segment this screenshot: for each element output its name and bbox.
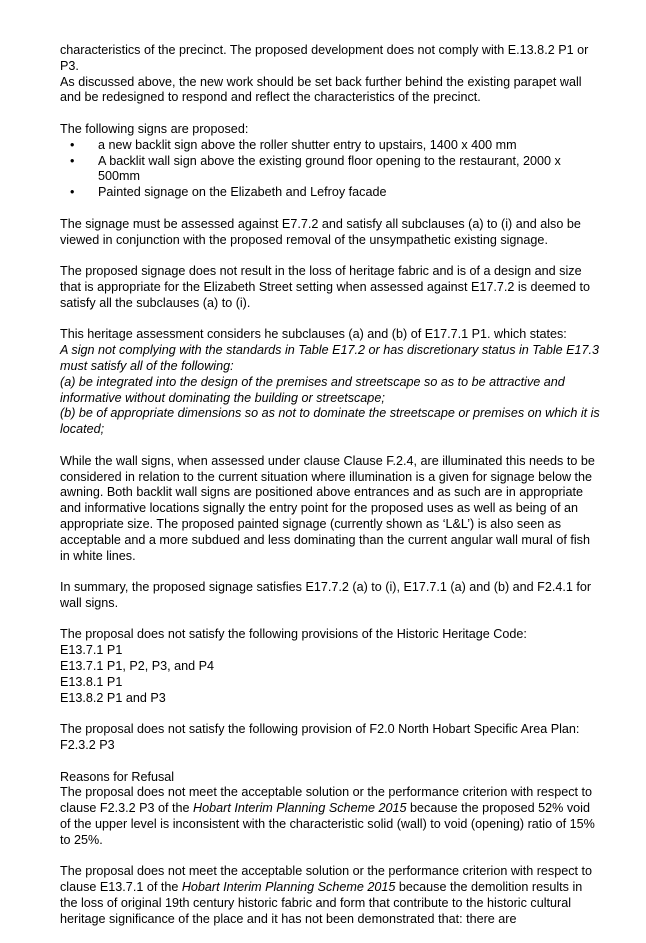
- paragraph-reason-2: [60, 864, 600, 927]
- list-item: • a new backlit sign above the roller shutter entry to upstairs, 1400 x 400 mm: [60, 138, 600, 154]
- intro-text-2: As discussed above, the new work should be set back further behind the existing parapet wall and be redesigned to respond and reflect the characteristics of the precinct.: [60, 74, 582, 105]
- reason1-text-b: because the proposed 52% void of the upper level is inconsistent with the characteristic solid (wall) to void (opening) ratio of 15% to 25%.: [60, 801, 595, 847]
- signs-list: [60, 138, 600, 201]
- heritage-heading: The proposal does not satisfy the following provisions of the Historic Heritage Code:: [60, 627, 527, 642]
- paragraph-summary: In summary, the proposed signage satisfies E17.7.2 (a) to (i), E17.7.1 (a) and (b) and F2.4.1 for wall signs.: [60, 580, 592, 610]
- paragraph-intro: [60, 43, 600, 106]
- reason2-text-b: because the demolition results in the loss of original 19th century historic fabric and form that contribute to the historic cultural heritage significance of the place and it has not been demonstrated that: there are: [60, 880, 583, 926]
- list-item: • A backlit wall sign above the existing ground floor opening to the restaurant, 2000 x 500mm: [60, 154, 600, 186]
- paragraph-consider: [60, 327, 600, 438]
- heritage-item: E13.7.1 P1: [60, 643, 123, 658]
- heritage-item: E13.8.2 P1 and P3: [60, 690, 166, 705]
- quote-text-1: A sign not complying with the standards in Table E17.2 or has discretionary status in Table E17.3 must satisfy all of the following:: [60, 343, 600, 373]
- reason1-scheme: Hobart Interim Planning Scheme 2015: [193, 801, 407, 816]
- signs-heading: The following signs are proposed:: [60, 121, 249, 136]
- quote-text-3: (b) be of appropriate dimensions so as not to dominate the streetscape or premises on which it is located;: [60, 406, 600, 437]
- list-item: • Painted signage on the Elizabeth and Lefroy facade: [60, 185, 600, 201]
- paragraph-heritage-fabric: The proposed signage does not result in the loss of heritage fabric and is of a design and size that is appropriate for the Elizabeth Street setting when assessed against E17.7.2 is deemed to satisfy all the subclauses (a) to (i).: [60, 264, 590, 310]
- reasons-heading: Reasons for Refusal: [60, 769, 175, 784]
- document-page: [60, 43, 600, 943]
- intro-text-1: characteristics of the precinct. The proposed development does not comply with E.13.8.2 P1 or P3.: [60, 43, 589, 73]
- paragraph-plan-provision: [60, 722, 600, 754]
- plan-heading: The proposal does not satisfy the following provision of F2.0 North Hobart Specific Area Plan:: [60, 722, 580, 737]
- plan-item: F2.3.2 P3: [60, 738, 115, 753]
- reason2-text-a: The proposal does not meet the acceptable solution or the performance criterion with respect to clause E13.7.1 of the: [60, 864, 593, 895]
- reason2-scheme: Hobart Interim Planning Scheme 2015: [181, 880, 396, 895]
- consider-text: This heritage assessment considers he subclauses (a) and (b) of E17.7.1 P1. which states:: [60, 327, 567, 342]
- paragraph-wall-signs: While the wall signs, when assessed under clause Clause F.2.4, are illuminated this needs to be considered in relation to the current situation where illumination is a given for signage below the awning. Both backlit wall signs are positioned above entrances and as such are in appropriate and informative locations signally the entry point for the proposed uses as well as being of an appropriate size. The proposed painted signage (currently shown as ‘L&L’) is also seen as acceptable and a more subdued and less dominating than the current angular wall mural of fish in white lines.: [60, 453, 595, 563]
- paragraph-reason-1: [60, 770, 600, 849]
- paragraph-heritage-provisions: [60, 627, 600, 706]
- paragraph-assess: The signage must be assessed against E7.7.2 and satisfy all subclauses (a) to (i) and also be viewed in conjunction with the proposed removal of the unsympathetic existing signage.: [60, 216, 581, 247]
- heritage-item: E13.7.1 P1, P2, P3, and P4: [60, 659, 215, 674]
- heritage-item: E13.8.1 P1: [60, 674, 123, 689]
- reason1-text-a: The proposal does not meet the acceptable solution or the performance criterion with respect to clause F2.3.2 P3 of the: [60, 785, 593, 816]
- quote-text-2: (a) be integrated into the design of the premises and streetscape so as to be attractive and informative without dominating the building or streetscape;: [60, 374, 565, 405]
